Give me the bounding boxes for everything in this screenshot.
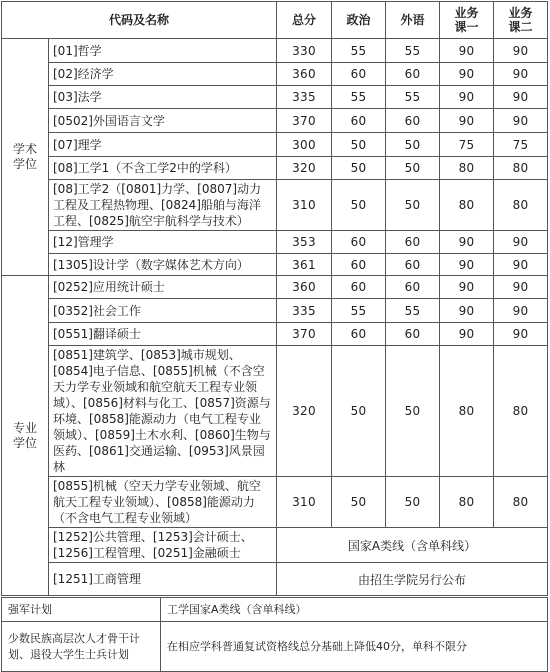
table-row: [2, 254, 548, 276]
score-foreign: 50: [386, 133, 440, 157]
table-row: [2, 133, 548, 157]
score-total: 310: [277, 180, 332, 231]
score-politics: 60: [332, 323, 386, 346]
score-course1: 90: [440, 323, 494, 346]
table-row: [2, 157, 548, 180]
score-foreign: 55: [386, 39, 440, 63]
table-row: [2, 563, 548, 596]
plan-value: 在相应学科普通复试资格线总分基础上降低40分，单科不限分: [161, 622, 548, 672]
score-politics: 60: [332, 276, 386, 299]
score-politics: 50: [332, 157, 386, 180]
score-total: 370: [277, 109, 332, 133]
header-foreign: 外语: [386, 2, 440, 39]
score-politics: 55: [332, 299, 386, 323]
plan-label: 强军计划: [2, 598, 161, 622]
score-course2: 90: [494, 86, 548, 109]
score-politics: 60: [332, 63, 386, 86]
score-politics: 55: [332, 86, 386, 109]
score-note: 国家A类线（含单科线）: [277, 528, 548, 563]
program-name: [0851]建筑学、[0853]城市规划、[0854]电子信息、[0855]机械（不含空天力学专业领域和航空航天工程专业领域）、[0856]材料与化工、[0857]资源与环境、[0858]能源动力（电气工程专业领域）、[0859]土木水利、[0860]生物与医药、[0861]交通运输、[0953]风景园林: [49, 346, 277, 477]
category-professional: 专业学位: [2, 276, 49, 596]
table-row: [2, 109, 548, 133]
table-row: [2, 323, 548, 346]
score-foreign: 60: [386, 231, 440, 254]
score-line-document: [1, 1, 549, 672]
program-name: [0352]社会工作: [49, 299, 277, 323]
score-foreign: 50: [386, 180, 440, 231]
score-total: 361: [277, 254, 332, 276]
program-name: [0502]外国语言文学: [49, 109, 277, 133]
category-academic: 学术学位: [2, 39, 49, 276]
score-foreign: 55: [386, 299, 440, 323]
table-row: [2, 598, 548, 622]
score-course2: 90: [494, 323, 548, 346]
program-name: [08]工学2（[0801]力学、[0807]动力工程及工程热物理、[0824]船舶与海洋工程、[0825]航空宇航科学与技术）: [49, 180, 277, 231]
score-total: 335: [277, 299, 332, 323]
header-course1: 业务课一: [440, 2, 494, 39]
header-politics: 政治: [332, 2, 386, 39]
score-course1: 90: [440, 299, 494, 323]
table-row: [2, 477, 548, 528]
score-course1: 90: [440, 39, 494, 63]
score-course1: 90: [440, 86, 494, 109]
score-foreign: 55: [386, 86, 440, 109]
table-row: [2, 528, 548, 563]
header-course2: 业务课二: [494, 2, 548, 39]
score-course2: 90: [494, 39, 548, 63]
score-course2: 80: [494, 346, 548, 477]
score-foreign: 50: [386, 157, 440, 180]
table-row: [2, 622, 548, 672]
score-foreign: 60: [386, 323, 440, 346]
score-course2: 90: [494, 299, 548, 323]
score-course2: 90: [494, 254, 548, 276]
score-course1: 75: [440, 133, 494, 157]
program-name: [01]哲学: [49, 39, 277, 63]
program-name: [1251]工商管理: [49, 563, 277, 596]
score-total: 310: [277, 477, 332, 528]
score-course2: 80: [494, 180, 548, 231]
program-name: [12]管理学: [49, 231, 277, 254]
score-foreign: 60: [386, 276, 440, 299]
score-politics: 60: [332, 254, 386, 276]
score-course1: 90: [440, 231, 494, 254]
header-total: 总分: [277, 2, 332, 39]
score-course1: 80: [440, 180, 494, 231]
score-foreign: 60: [386, 109, 440, 133]
score-foreign: 50: [386, 346, 440, 477]
score-course2: 90: [494, 231, 548, 254]
score-politics: 50: [332, 346, 386, 477]
score-politics: 60: [332, 109, 386, 133]
table-row: [2, 276, 548, 299]
score-course2: 90: [494, 63, 548, 86]
program-name: [08]工学1（不含工学2中的学科）: [49, 157, 277, 180]
table-header-row: [2, 2, 548, 39]
table-row: [2, 299, 548, 323]
program-name: [1252]公共管理、[1253]会计硕士、[1256]工程管理、[0251]金融硕士: [49, 528, 277, 563]
score-course2: 75: [494, 133, 548, 157]
score-course2: 80: [494, 477, 548, 528]
score-course1: 90: [440, 254, 494, 276]
program-name: [0551]翻译硕士: [49, 323, 277, 346]
table-row: [2, 346, 548, 477]
program-name: [0855]机械（空天力学专业领域、航空航天工程专业领域）、[0858]能源动力（不含电气工程专业领域）: [49, 477, 277, 528]
score-total: 320: [277, 157, 332, 180]
score-course2: 90: [494, 109, 548, 133]
score-course2: 90: [494, 276, 548, 299]
score-course1: 80: [440, 157, 494, 180]
score-course1: 90: [440, 63, 494, 86]
score-total: 300: [277, 133, 332, 157]
score-total: 370: [277, 323, 332, 346]
score-total: 335: [277, 86, 332, 109]
score-course2: 80: [494, 157, 548, 180]
score-course1: 90: [440, 109, 494, 133]
score-politics: 50: [332, 133, 386, 157]
score-total: 320: [277, 346, 332, 477]
plan-label: 少数民族高层次人才骨干计划、退役大学生士兵计划: [2, 622, 161, 672]
program-name: [1305]设计学（数字媒体艺术方向）: [49, 254, 277, 276]
score-total: 353: [277, 231, 332, 254]
score-politics: 55: [332, 39, 386, 63]
score-politics: 50: [332, 180, 386, 231]
score-total: 330: [277, 39, 332, 63]
score-total: 360: [277, 63, 332, 86]
program-name: [0252]应用统计硕士: [49, 276, 277, 299]
plan-value: 工学国家A类线（含单科线）: [161, 598, 548, 622]
program-name: [03]法学: [49, 86, 277, 109]
score-course1: 90: [440, 276, 494, 299]
header-name: 代码及名称: [2, 2, 277, 39]
score-foreign: 60: [386, 254, 440, 276]
score-course1: 80: [440, 477, 494, 528]
table-row: [2, 39, 548, 63]
program-name: [02]经济学: [49, 63, 277, 86]
table-row: [2, 63, 548, 86]
score-table: [1, 1, 548, 596]
table-row: [2, 180, 548, 231]
score-foreign: 60: [386, 63, 440, 86]
program-name: [07]理学: [49, 133, 277, 157]
table-row: [2, 86, 548, 109]
score-course1: 80: [440, 346, 494, 477]
score-politics: 50: [332, 477, 386, 528]
score-foreign: 50: [386, 477, 440, 528]
table-row: [2, 231, 548, 254]
score-total: 360: [277, 276, 332, 299]
score-politics: 60: [332, 231, 386, 254]
score-note: 由招生学院另行公布: [277, 563, 548, 596]
special-plans-table: [1, 597, 548, 672]
